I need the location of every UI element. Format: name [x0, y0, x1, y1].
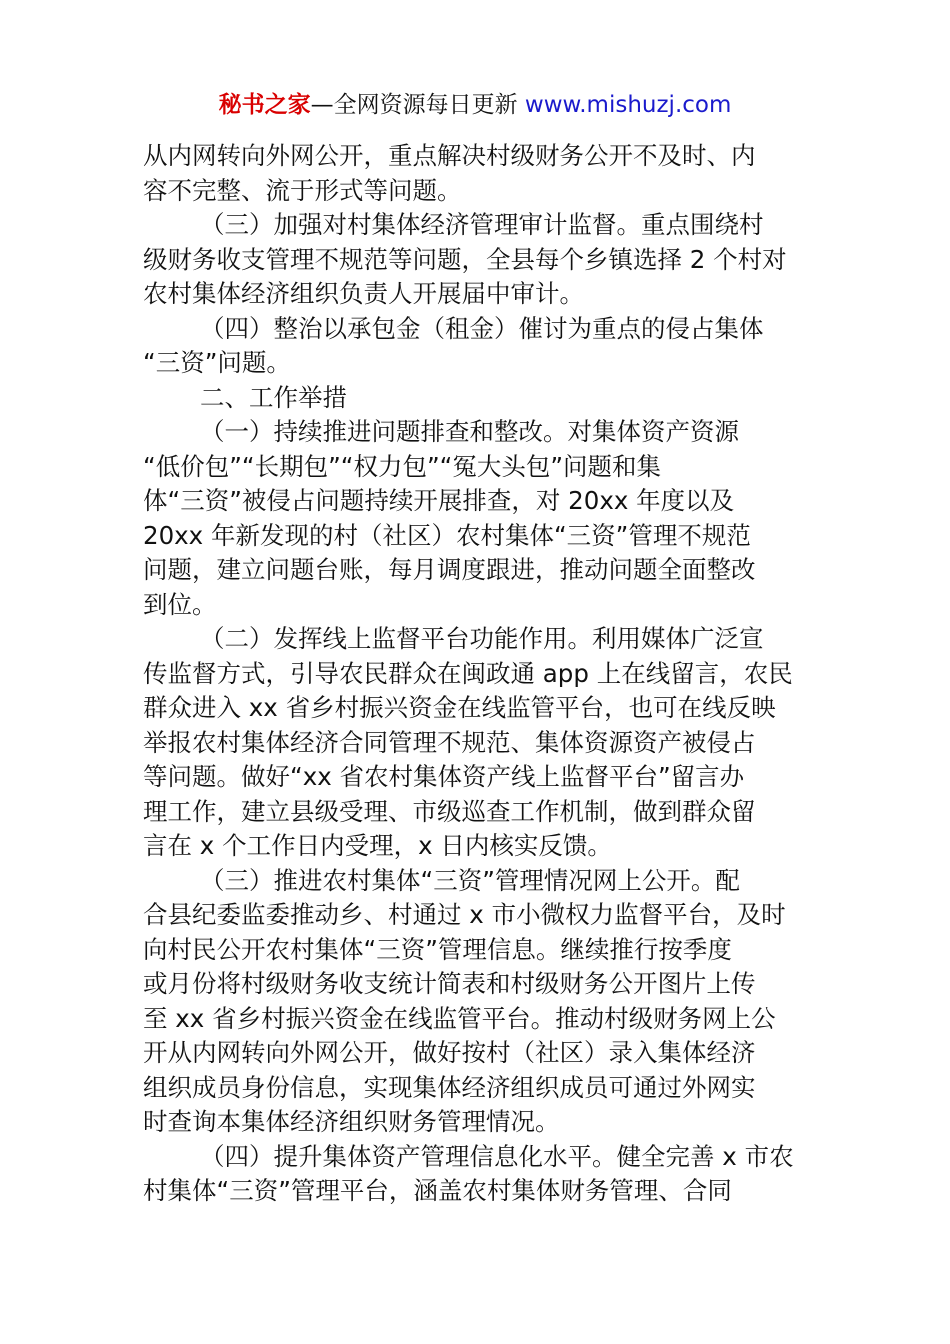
text-line: 村集体“三资”管理平台，涵盖农村集体财务管理、合同	[143, 1176, 732, 1205]
text-line: 级财务收支管理不规范等问题，全县每个乡镇选择 2 个村对	[143, 244, 787, 274]
text-line: 等问题。做好“xx 省农村集体资产线上监督平台”留言办	[143, 762, 745, 791]
text-line: 问题，建立问题台账，每月调度跟进，推动问题全面整改	[143, 555, 756, 584]
text-line: 农村集体经济组织负责人开展届中审计。	[143, 279, 584, 308]
text-line: （二）发挥线上监督平台功能作用。利用媒体广泛宣	[200, 624, 764, 653]
text-line: 至 xx 省乡村振兴资金在线监管平台。推动村级财务网上公	[143, 1003, 776, 1033]
document-body	[143, 139, 807, 1209]
text-line: 组织成员身份信息，实现集体经济组织成员可通过外网实	[143, 1072, 756, 1102]
text-line: 体“三资”被侵占问题持续开展排查，对 20xx 年度以及	[143, 486, 735, 515]
text-line: 理工作，建立县级受理、市级巡查工作机制，做到群众留	[143, 796, 756, 826]
site-url: www.mishuzj.com	[524, 92, 732, 118]
text-line: （三）推进农村集体“三资”管理情况网上公开。配	[200, 865, 740, 895]
text-line: （三）加强对村集体经济管理审计监督。重点围绕村	[200, 210, 764, 239]
header-tagline: —全网资源每日更新	[310, 92, 525, 118]
text-line: 或月份将村级财务收支统计简表和村级财务公开图片上传	[143, 969, 756, 998]
text-line: 时查询本集体经济组织财务管理情况。	[143, 1107, 560, 1136]
text-line: 合县纪委监委推动乡、村通过 x 市小微权力监督平台，及时	[143, 900, 786, 929]
text-line: 容不完整、流于形式等问题。	[143, 175, 462, 205]
text-line: 开从内网转向外网公开，做好按村（社区）录入集体经济	[143, 1038, 756, 1067]
brand-name: 秘书之家	[218, 92, 311, 118]
text-line: 20xx 年新发现的村（社区）农村集体“三资”管理不规范	[143, 520, 751, 550]
text-line: “低价包”“长期包”“权力包”“冤大头包”问题和集	[143, 451, 662, 481]
text-line: 传监督方式，引导农民群众在闽政通 app 上在线留言，农民	[143, 658, 793, 688]
page-header	[0, 88, 950, 122]
text-line: 向村民公开农村集体“三资”管理信息。继续推行按季度	[143, 934, 732, 964]
text-line: “三资”问题。	[143, 348, 291, 377]
text-line: 到位。	[143, 589, 217, 619]
text-line: 群众进入 xx 省乡村振兴资金在线监管平台，也可在线反映	[143, 693, 776, 722]
text-line: （一）持续推进问题排查和整改。对集体资产资源	[200, 417, 739, 446]
text-line: （四）整治以承包金（租金）催讨为重点的侵占集体	[200, 313, 764, 343]
section-heading: 二、工作举措	[200, 382, 347, 412]
text-line: （四）提升集体资产管理信息化水平。健全完善 x 市农	[200, 1141, 794, 1171]
text-line: 从内网转向外网公开，重点解决村级财务公开不及时、内	[143, 141, 756, 170]
text-line: 言在 x 个工作日内受理，x 日内核实反馈。	[143, 831, 612, 860]
text-line: 举报农村集体经济合同管理不规范、集体资源资产被侵占	[143, 727, 756, 757]
